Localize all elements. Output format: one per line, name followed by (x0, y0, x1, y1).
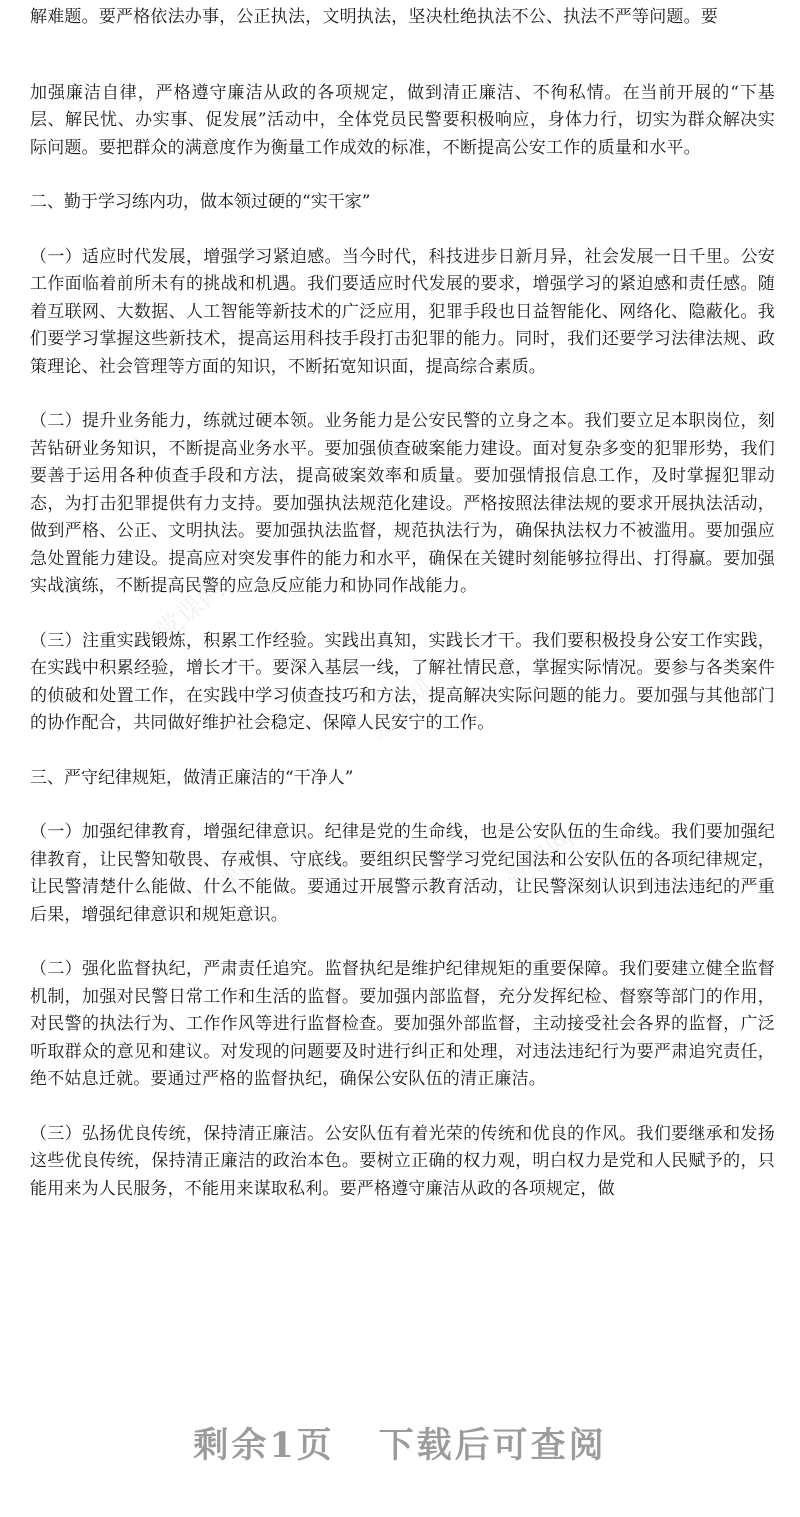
remaining-pages-label: 剩余1页 (193, 1425, 335, 1466)
section-2-paragraph-3: （三）注重实践锻炼，积累工作经验。实践出真知，实践长才干。我们要积极投身公安工作实践，在实践中积累经验，增长才干。要深入基层一线，了解社情民意，掌握实际情况。要参与各类案件的侦破和处置工作，在实践中学习侦查技巧和方法，提高解决实际问题的能力。要加强与其他部门的协作配合，共同做好维护社会稳定、保障人民安宁的工作。 (30, 630, 775, 733)
section-3-paragraph-2: （二）强化监督执纪，严肃责任追究。监督执纪是维护纪律规矩的重要保障。我们要建立健全监督机制，加强对民警日常工作和生活的监督。要加强内部监督，充分发挥纪检、督察等部门的作用，对民警的执法行为、工作作风等进行监督检查。要加强外部监督，主动接受社会各界的监督，广泛听取群众的意见和建议。对发现的问题要及时进行纠正和处理，对违法违纪行为要严肃追究责任，绝不姑息迁就。要通过严格的监督执纪，确保公安队伍的清正廉洁。 (30, 959, 775, 1089)
download-prompt[interactable] (0, 1418, 800, 1468)
watermark: 党课网 (361, 673, 441, 747)
watermark: 党课网 (501, 823, 581, 897)
watermark: 党课网 (191, 843, 271, 917)
watermark: 党课网 (151, 573, 231, 647)
paragraph-intro: 加强廉洁自律，严格遵守廉洁从政的各项规定，做到清正廉洁、不徇私情。在当前开展的“下基层、解民忧、办实事、促发展”活动中，全体党员民警要积极响应，身体力行，切实为群众解决实际问题。要把群众的满意度作为衡量工作成效的标准，不断提高公安工作的质量和水平。 (30, 82, 775, 158)
section-2-paragraph-2: （二）提升业务能力，练就过硬本领。业务能力是公安民警的立身之本。我们要立足本职岗位，刻苦钻研业务知识，不断提高业务水平。要加强侦查破案能力建设。面对复杂多变的犯罪形势，我们要善于运用各种侦查手段和方法，提高破案效率和质量。要加强情报信息工作，及时掌握犯罪动态，为打击犯罪提供有力支持。要加强执法规范化建设。严格按照法律法规的要求开展执法活动，做到严格、公正、文明执法。要加强执法监督，规范执法行为，确保执法权力不被滥用。要加强应急处置能力建设。提高应对突发事件的能力和水平，确保在关键时刻能够拉得出、打得赢。要加强实战演练，不断提高民警的应急反应能力和协同作战能力。 (30, 411, 775, 596)
section-3-paragraph-3: （三）弘扬优良传统，保持清正廉洁。公安队伍有着光荣的传统和优良的作风。我们要继承和发扬这些优良传统，保持清正廉洁的政治本色。要树立正确的权力观，明白权力是党和人民赋予的，只能用来为人民服务，不能用来谋取私利。要严格遵守廉洁从政的各项规定，做 (30, 1123, 775, 1199)
section-2-paragraph-1: （一）适应时代发展，增强学习紧迫感。当今时代，科技进步日新月异，社会发展一日千里。公安工作面临着前所未有的挑战和机遇。我们要适应时代发展的要求，增强学习的紧迫感和责任感。随着互联网、大数据、人工智能等新技术的广泛应用，犯罪手段也日益智能化、网络化、隐蔽化。我们要学习掌握这些新技术，提高运用科技手段打击犯罪的能力。同时，我们还要学习法律法规、政策理论、社会管理等方面的知识，不断拓宽知识面，提高综合素质。 (30, 246, 775, 377)
document-body (30, 4, 775, 1203)
section-2-heading: 二、勤于学习练内功，做本领过硬的“实干家” (30, 192, 371, 212)
download-to-view-label: 下载后可查阅 (378, 1425, 607, 1466)
section-3-paragraph-1: （一）加强纪律教育，增强纪律意识。纪律是党的生命线，也是公安队伍的生命线。我们要加强纪律教育，让民警知敬畏、存戒惧、守底线。要组织民警学习党纪国法和公安队伍的各项纪律规定，让民警清楚什么能做、什么不能做。要通过开展警示教育活动，让民警深刻认识到违法违纪的严重后果，增强纪律意识和规矩意识。 (30, 822, 775, 925)
paragraph-intro-continued: 解难题。要严格依法办事，公正执法，文明执法，坚决杜绝执法不公、执法不严等问题。要 (30, 7, 718, 27)
section-3-heading: 三、严守纪律规矩，做清正廉洁的“干净人” (30, 767, 354, 788)
